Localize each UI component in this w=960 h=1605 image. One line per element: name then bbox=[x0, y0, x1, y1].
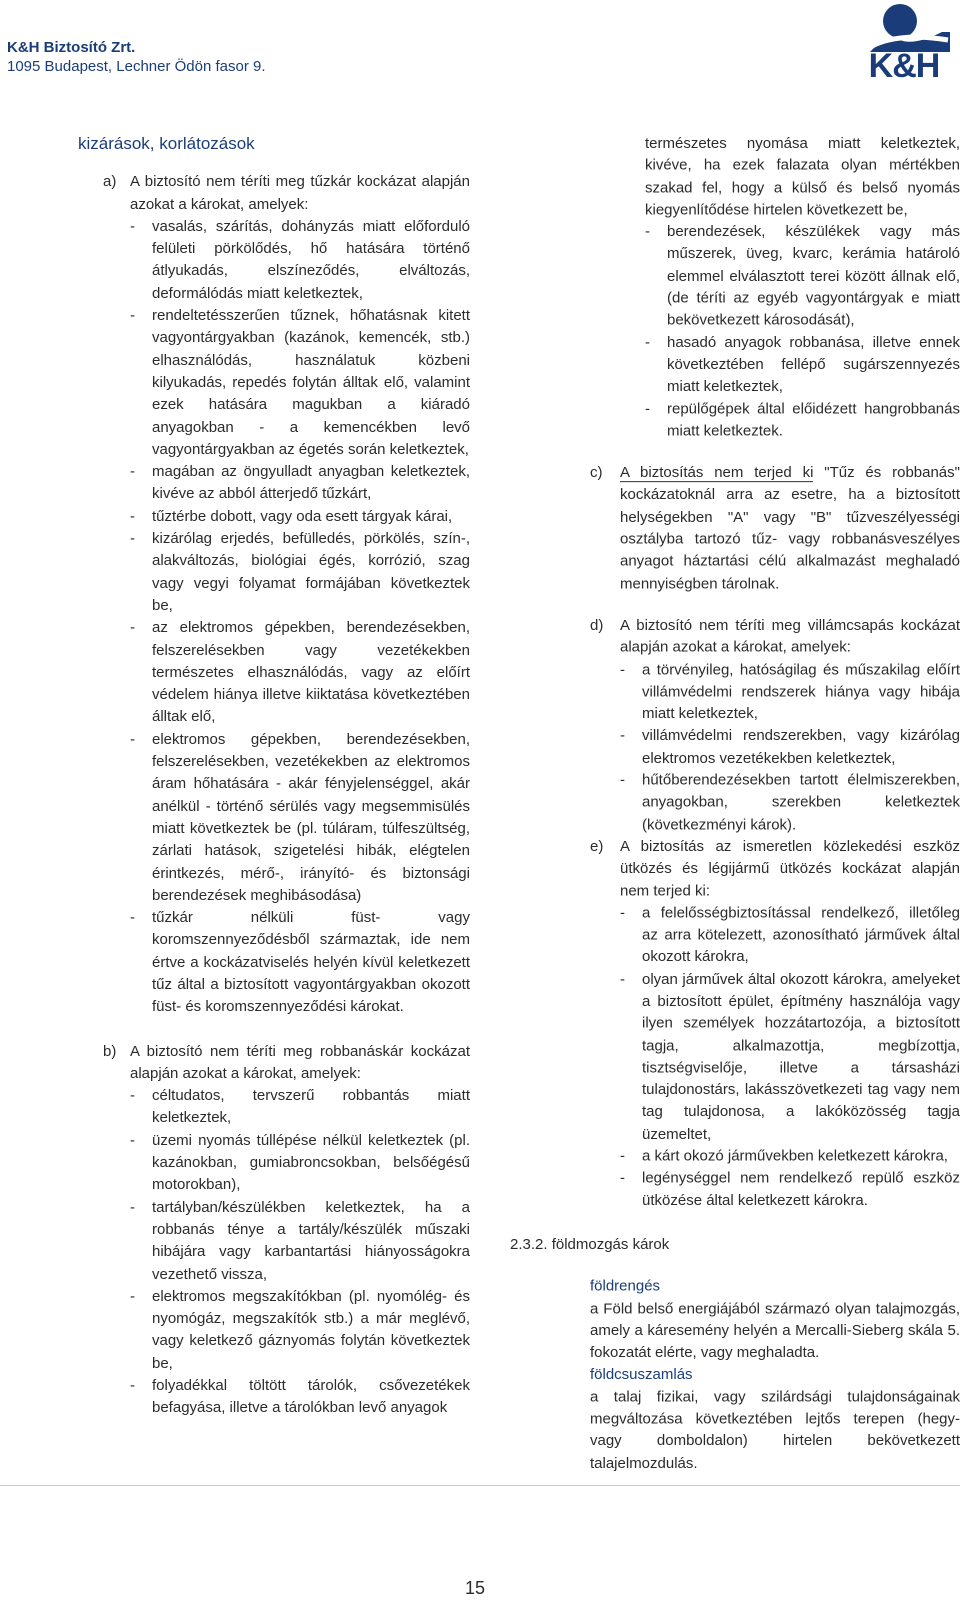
definition-term: földcsuszamlás bbox=[590, 1366, 693, 1384]
definition-text: a Föld belső energiájából származó olyan talajmozgás, amely a káresemény helyén a Mercalli-Sieberg skála 5. fokozatát elérte, vagy meghaladta. bbox=[590, 1299, 960, 1362]
list-item: - elektromos gépekben, berendezésekben, felszerelésekben, vezetékekben az elektromos áram hőhatására - akár fényjelenséggel, akár anélkül - történő sérülés vagy megsemmisülés miatt következtek be (pl. túláram, túlfeszültség, zárlati hatások, szigetelési hibák, elégtelen érintkezés, mérő-, irányító- és biztonsági berendezések meghibásodása) bbox=[130, 730, 470, 904]
list-item: - a felelősségbiztosítással rendelkező, illetőleg az arra kötelezett, azonosítható járművek által okozott károkra, bbox=[620, 904, 960, 966]
page-number: 15 bbox=[465, 1578, 486, 1598]
list-item: - hűtőberendezésekben tartott élelmiszerekben, anyagokban, szerekben keletkeztek (következményi károk). bbox=[620, 771, 960, 833]
clause-marker: a) bbox=[103, 173, 117, 191]
clause-marker: c) bbox=[590, 464, 603, 482]
list-item: - vasalás, szárítás, dohányzás miatt előforduló felületi pörkölődés, hő hatására történő átlyukadás, elszíneződés, elváltozás, deformálódás miatt keletkeztek, bbox=[130, 217, 470, 302]
company-address: 1095 Budapest, Lechner Ödön fasor 9. bbox=[7, 58, 266, 75]
list-item: - hasadó anyagok robbanása, illetve ennek következtében fellépő sugárszennyezés miatt keletkeztek, bbox=[645, 334, 960, 396]
list-item: - repülőgépek által előidézett hangrobbanás miatt keletkeztek. bbox=[645, 400, 960, 440]
kh-logo bbox=[852, 2, 956, 85]
list-item: - az elektromos gépekben, berendezésekben, felszerelésekben vagy vezetékekben természetes elhasználódás, vagy az előírt védelem hiánya illetve kiiktatása következtében álltak elő, bbox=[130, 619, 470, 726]
list-item: - céltudatos, tervszerű robbantás miatt keletkeztek, bbox=[130, 1087, 470, 1127]
list-item: - villámvédelmi rendszerekben, vagy kizárólag elektromos vezetékekben keletkeztek, bbox=[620, 727, 960, 767]
clause-intro: A biztosító nem téríti meg robbanáskár kockázat alapján azokat a károkat, amelyek: bbox=[130, 1042, 470, 1082]
clause-marker: b) bbox=[103, 1042, 117, 1060]
clause-a bbox=[78, 171, 470, 1018]
definition-earthquake bbox=[510, 1276, 960, 1475]
definition-text: a talaj fizikai, vagy szilárdsági tulajdonságainak megváltozása következtében lejtős terepen (hegy- vagy domboldalon) hirtelen bekövetkezett talajelmozdulás. bbox=[590, 1388, 960, 1472]
clause-intro: A biztosítás az ismeretlen közlekedési eszköz ütközés és légijármű ütközés kockázat alapján nem terjed ki: bbox=[620, 838, 960, 900]
list-item: - tűzkár nélküli füst- vagy koromszennyeződésből származtak, ide nem értve a kockázatviselés helyén kívül keletkezett tűz által a biztosított vagyontárgyakban okozott füst- és koromszennyeződési károkat. bbox=[130, 909, 470, 1016]
company-name: K&H Biztosító Zrt. bbox=[7, 39, 136, 56]
clause-marker: d) bbox=[590, 616, 604, 634]
list-item: - elektromos megszakítókban (pl. nyomólég- és nyomógáz, megszakítók stb.) a már meglévő, vagy keletkező gáznyomás folytán következtek be, bbox=[130, 1287, 470, 1372]
list-item: - magában az öngyulladt anyagban keletkeztek, kivéve az abból átterjedő tűzkárt, bbox=[130, 463, 470, 503]
list-item: - berendezések, készülékek vagy más műszerek, üveg, kvarc, kerámia határoló elemmel elválasztott terei között állnak elő, (de téríti az egyéb vagyontárgyak e miatt bekövetkezett károsodását), bbox=[645, 223, 960, 329]
page-header bbox=[7, 38, 266, 76]
list-item: - a kárt okozó járművekben keletkezett károkra, bbox=[620, 1147, 948, 1165]
list-item: - a törvényileg, hatóságilag és műszakilag előírt villámvédelmi rendszerek hiánya vagy hibája miatt keletkeztek, bbox=[620, 661, 960, 723]
clause-text: A biztosítás nem terjed ki "Tűz és robbanás" kockázatoknál arra az esetre, ha a biztosított helységekben "A" vagy "B" tűzveszélyességi osztályba tartozó tűz- vagy robbanásveszélyes anyagot háztartási célú alkalmazást meghaladó mennyiségben tárolnak. bbox=[620, 464, 960, 592]
list-item: - legénységgel nem rendelkező repülő eszköz ütközése által keletkezett károkra. bbox=[620, 1169, 960, 1209]
list-item: - üzemi nyomás túllépése nélkül keletkeztek (pl. kazánokban, gumiabroncsokban, belsőégésű motorokban), bbox=[130, 1131, 470, 1194]
logo-figure-icon bbox=[852, 2, 956, 52]
clause-intro: A biztosító nem téríti meg tűzkár kockázat alapján azokat a károkat, amelyek: bbox=[130, 173, 470, 213]
clause-marker: e) bbox=[590, 838, 604, 855]
list-item: - kizárólag erjedés, befülledés, pörkölés, szín-, alakváltozás, biológiai égés, korrózió, szag vagy vegyi folyamat formájában következtek be, bbox=[130, 530, 470, 614]
right-column bbox=[510, 133, 960, 1475]
underlined-phrase: A biztosítás nem terjed ki bbox=[620, 464, 814, 482]
definition-term: földrengés bbox=[590, 1277, 661, 1295]
list-item: - rendeltetésszerűen tűznek, hőhatásnak kitett vagyontárgyakban (kazánok, kemencék, stb.) elhasználódás, használatuk közbeni kilyukadás, repedés folytán álltak elő, valamint ezek hatására magukban a kiáradó anyagokban - a kemencékben levő vagyontárgyakban az égetés során keletkeztek, bbox=[130, 307, 470, 458]
footer-divider bbox=[0, 1485, 960, 1486]
section-heading-232: 2.3.2. földmozgás károk bbox=[510, 1235, 670, 1253]
list-item: - folyadékkal töltött tárolók, csővezetékek befagyása, illetve a tárolókban levő anyagok bbox=[130, 1377, 470, 1417]
clause-b bbox=[78, 1041, 470, 1420]
left-column bbox=[78, 133, 470, 1420]
clause-e bbox=[510, 836, 960, 1212]
clause-intro: A biztosító nem téríti meg villámcsapás kockázat alapján azokat a károkat, amelyek: bbox=[620, 616, 960, 656]
clause-d bbox=[510, 615, 960, 836]
list-item: - tartályban/készülékben keletkeztek, ha a robbanás ténye a tartály/készülék műszaki hibájára vagy karbantartási hiányosságokra vezethető vissza, bbox=[130, 1198, 470, 1283]
clause-c bbox=[510, 462, 960, 595]
logo-text: K&H bbox=[868, 47, 940, 85]
clause-b-continuation bbox=[510, 133, 960, 443]
continuation-text: természetes nyomása miatt keletkeztek, kivéve, ha ezek falazata olyan mértékben szakad fel, hogy a külső és belső nyomás kiegyenlítődése hirtelen következett be, bbox=[645, 134, 960, 219]
list-item: - olyan járművek által okozott károkra, amelyeket a biztosított épület, építmény használója vagy ilyen személyek hozzátartozója, a biztosított tagja, alkalmazottja, megbízottja, tisztségviselője, illetve a társasházi tulajdonostárs, lakásszövetkezeti tag vagy nem tag tulajdonosa, a lakóközösség tagja üzemeltet, bbox=[620, 970, 960, 1143]
section-title: kizárások, korlátozások bbox=[78, 134, 255, 153]
list-item: - tűztérbe dobott, vagy oda esett tárgyak kárai, bbox=[130, 507, 453, 525]
